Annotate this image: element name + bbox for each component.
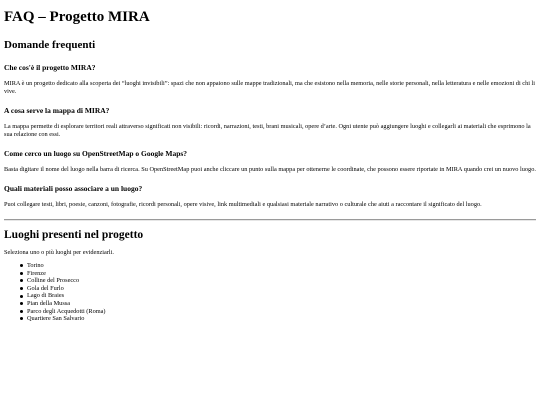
places-heading: Luoghi presenti nel progetto [4,229,144,241]
faq-answer: Puoi collegare testi, libri, poesie, canzoni, fotografie, ricordi personali, opere visive, link multimediali e qualsiasi materiale narrativo o culturale che aiuti a raccontare il significato del luogo. [4,201,482,208]
faq-item [4,149,536,174]
place-label: Torino [27,262,44,269]
faq-item [4,106,536,139]
faq-answer: MIRA è un progetto dedicato alla scoperta dei “luoghi invisibili”: spazi che non appaiono sulle mappe tradizionali, ma che esistono nella memoria, nelle storie personali, nella letteratura e nelle emozioni di chi li vive. [4,80,536,95]
faq-question: A cosa serve la mappa di MIRA? [4,106,110,115]
bullet-icon [20,272,23,275]
bullet-icon [20,317,23,320]
places-instructions: Seleziona uno o più luoghi per evidenziarli. [4,249,114,256]
places-list [4,262,536,323]
bullet-icon [20,264,23,267]
place-label: Colline del Prosecco [27,277,80,285]
place-item[interactable] [20,270,536,278]
place-label: Gola del Furlo [27,284,64,292]
place-item[interactable] [20,300,536,308]
faq-answer: Basta digitare il nome del luogo nella barra di ricerca. Su OpenStreetMap puoi anche cliccare un punto sulla mappa per ottenerne le coordinate, che possono essere riportate in MIRA quando crei un nuovo luogo. [4,166,536,173]
bullet-icon [20,287,23,290]
faq-question: Come cerco un luogo su OpenStreetMap o Google Maps? [4,149,188,158]
place-item[interactable] [20,285,536,293]
bullet-icon [20,302,23,305]
place-item[interactable] [20,292,536,300]
bullet-icon [20,279,23,282]
place-item[interactable] [20,315,536,323]
faq-item [4,184,536,209]
place-label: Lago di Braies [27,292,65,300]
place-label: Quartiere San Salvario [27,315,85,323]
faq-question: Quali materiali posso associare a un luogo? [4,184,143,193]
place-item[interactable] [20,262,536,270]
faq-heading: Domande frequenti [4,39,96,51]
section-divider [4,219,536,221]
place-label: Pian della Mussa [27,299,71,307]
faq-question: Che cos'è il progetto MIRA? [4,63,96,72]
faq-page [0,8,540,323]
page-title: FAQ – Progetto MIRA [4,9,150,25]
place-item[interactable] [20,277,536,285]
faq-answer: La mappa permette di esplorare territori reali attraverso significati non visibili: ricordi, narrazioni, testi, brani musicali, opere d’arte. Ogni utente può aggiungere luoghi e collegarli ai materiali che esprimono la sua relazione con essi. [4,123,531,138]
place-label: Parco degli Acquedotti (Roma) [27,307,106,315]
place-item[interactable] [20,308,536,316]
place-label: Firenze [27,269,46,277]
faq-item [4,63,536,96]
bullet-icon [20,310,23,313]
bullet-icon [20,295,23,298]
